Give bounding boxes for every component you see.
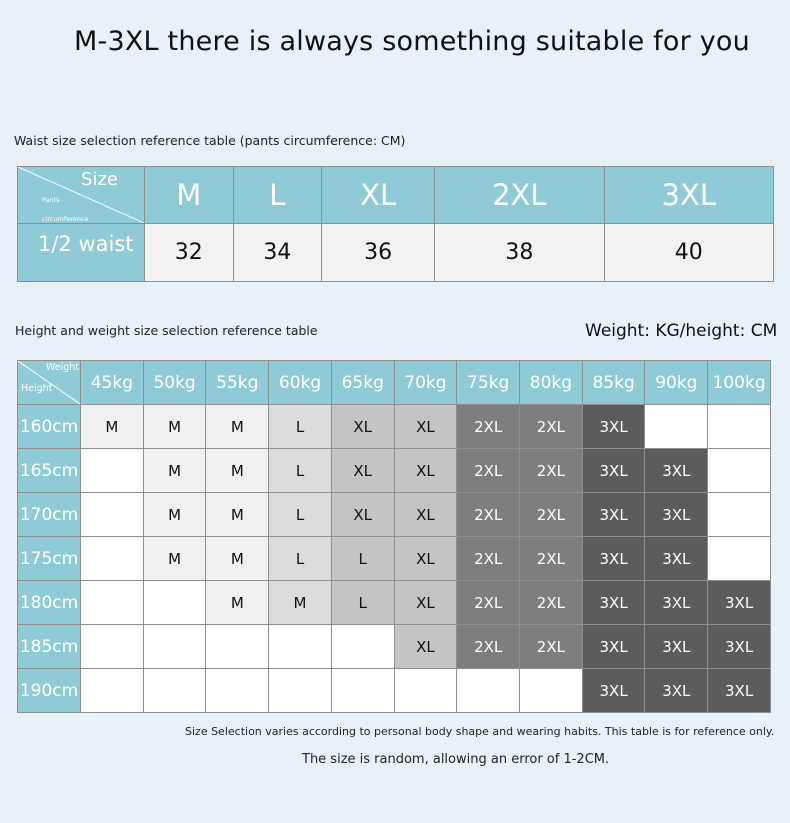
- empty-size-cell: [81, 625, 144, 669]
- empty-size-cell: [269, 669, 332, 713]
- error-note: The size is random, allowing an error of 1-2CM.: [302, 752, 610, 767]
- corner-weight-label: Weight: [45, 362, 79, 373]
- size-cell: 2XL: [457, 405, 520, 449]
- waist-table-corner: [18, 167, 145, 224]
- disclaimer-note: Size Selection varies according to personal body shape and wearing habits. This table is for reference only.: [185, 725, 775, 738]
- size-cell: 3XL: [582, 581, 645, 625]
- empty-size-cell: [708, 405, 771, 449]
- unit-note: Weight: KG/height: CM: [585, 321, 778, 341]
- size-cell: XL: [394, 493, 457, 537]
- waist-value: 36: [322, 224, 435, 282]
- height-row: [18, 493, 771, 537]
- size-cell: XL: [394, 449, 457, 493]
- corner-circumference-label: circumference: [42, 215, 89, 223]
- size-cell: L: [331, 581, 394, 625]
- size-cell: 2XL: [520, 625, 583, 669]
- size-header: 3XL: [604, 167, 773, 224]
- waist-value: 38: [435, 224, 604, 282]
- size-cell: 3XL: [582, 669, 645, 713]
- weight-header: 50kg: [143, 361, 206, 405]
- size-cell: 2XL: [457, 537, 520, 581]
- height-label: 175cm: [18, 537, 81, 581]
- size-cell: 2XL: [457, 449, 520, 493]
- empty-size-cell: [708, 493, 771, 537]
- height-label: 170cm: [18, 493, 81, 537]
- weight-header: 70kg: [394, 361, 457, 405]
- size-cell: XL: [394, 405, 457, 449]
- size-cell: 2XL: [520, 537, 583, 581]
- height-label: 190cm: [18, 669, 81, 713]
- size-cell: M: [206, 581, 269, 625]
- size-cell: XL: [331, 493, 394, 537]
- empty-size-cell: [206, 625, 269, 669]
- size-cell: 2XL: [457, 581, 520, 625]
- waist-size-table: [17, 166, 774, 282]
- empty-size-cell: [81, 669, 144, 713]
- size-cell: XL: [394, 625, 457, 669]
- size-header: L: [233, 167, 322, 224]
- size-cell: 3XL: [582, 537, 645, 581]
- size-cell: 2XL: [457, 493, 520, 537]
- size-cell: L: [269, 449, 332, 493]
- height-weight-size-table: [17, 360, 771, 713]
- height-label: 185cm: [18, 625, 81, 669]
- size-cell: M: [143, 405, 206, 449]
- size-header: M: [145, 167, 234, 224]
- size-cell: 2XL: [520, 581, 583, 625]
- size-cell: 3XL: [708, 581, 771, 625]
- weight-header: 100kg: [708, 361, 771, 405]
- empty-size-cell: [81, 449, 144, 493]
- size-cell: 3XL: [645, 669, 708, 713]
- size-cell: 3XL: [645, 449, 708, 493]
- size-cell: M: [206, 537, 269, 581]
- page-title: M-3XL there is always something suitable for you: [74, 26, 750, 57]
- size-cell: M: [143, 493, 206, 537]
- size-cell: L: [331, 537, 394, 581]
- size-cell: 2XL: [520, 493, 583, 537]
- size-header: XL: [322, 167, 435, 224]
- size-cell: M: [206, 449, 269, 493]
- size-cell: L: [269, 537, 332, 581]
- size-cell: XL: [394, 581, 457, 625]
- waist-table-caption: Waist size selection reference table (pants circumference: CM): [14, 133, 406, 148]
- height-weight-table-caption: Height and weight size selection reference table: [15, 323, 318, 338]
- empty-size-cell: [143, 581, 206, 625]
- corner-size-label: Size: [81, 169, 118, 190]
- height-weight-corner: [18, 361, 81, 405]
- height-weight-body: [18, 405, 771, 713]
- size-cell: 3XL: [582, 449, 645, 493]
- weight-header-row: [18, 361, 771, 405]
- empty-size-cell: [143, 669, 206, 713]
- weight-header: 80kg: [520, 361, 583, 405]
- empty-size-cell: [645, 405, 708, 449]
- size-cell: M: [206, 493, 269, 537]
- size-cell: 3XL: [645, 537, 708, 581]
- size-cell: 2XL: [520, 449, 583, 493]
- weight-header: 45kg: [81, 361, 144, 405]
- size-cell: L: [269, 405, 332, 449]
- empty-size-cell: [457, 669, 520, 713]
- height-row: [18, 537, 771, 581]
- size-cell: 2XL: [457, 625, 520, 669]
- corner-height-label: Height: [21, 383, 53, 394]
- size-cell: 3XL: [708, 669, 771, 713]
- half-waist-label: 1/2 waist: [18, 224, 145, 282]
- empty-size-cell: [81, 581, 144, 625]
- waist-value: 34: [233, 224, 322, 282]
- weight-header: 65kg: [331, 361, 394, 405]
- empty-size-cell: [708, 537, 771, 581]
- size-cell: XL: [331, 449, 394, 493]
- size-cell: 3XL: [708, 625, 771, 669]
- weight-header: 75kg: [457, 361, 520, 405]
- height-label: 160cm: [18, 405, 81, 449]
- empty-size-cell: [331, 625, 394, 669]
- size-cell: 3XL: [645, 581, 708, 625]
- weight-header: 85kg: [582, 361, 645, 405]
- empty-size-cell: [81, 493, 144, 537]
- size-cell: 3XL: [582, 625, 645, 669]
- size-header: 2XL: [435, 167, 604, 224]
- weight-header: 55kg: [206, 361, 269, 405]
- height-label: 180cm: [18, 581, 81, 625]
- corner-pants-label: Pants: [42, 196, 60, 204]
- waist-header-row: [18, 167, 774, 224]
- height-row: [18, 669, 771, 713]
- waist-value-row: [18, 224, 774, 282]
- size-cell: L: [269, 493, 332, 537]
- height-row: [18, 625, 771, 669]
- size-cell: XL: [394, 537, 457, 581]
- waist-value: 40: [604, 224, 773, 282]
- empty-size-cell: [81, 537, 144, 581]
- size-cell: 3XL: [645, 625, 708, 669]
- size-cell: M: [143, 449, 206, 493]
- size-cell: 3XL: [582, 493, 645, 537]
- empty-size-cell: [206, 669, 269, 713]
- height-row: [18, 405, 771, 449]
- size-cell: 2XL: [520, 405, 583, 449]
- size-cell: 3XL: [582, 405, 645, 449]
- height-label: 165cm: [18, 449, 81, 493]
- empty-size-cell: [520, 669, 583, 713]
- size-cell: 3XL: [645, 493, 708, 537]
- size-cell: M: [269, 581, 332, 625]
- empty-size-cell: [143, 625, 206, 669]
- height-row: [18, 581, 771, 625]
- size-cell: XL: [331, 405, 394, 449]
- empty-size-cell: [394, 669, 457, 713]
- empty-size-cell: [269, 625, 332, 669]
- weight-header: 90kg: [645, 361, 708, 405]
- empty-size-cell: [331, 669, 394, 713]
- waist-value: 32: [145, 224, 234, 282]
- size-cell: M: [143, 537, 206, 581]
- size-cell: M: [81, 405, 144, 449]
- empty-size-cell: [708, 449, 771, 493]
- size-cell: M: [206, 405, 269, 449]
- height-row: [18, 449, 771, 493]
- weight-header: 60kg: [269, 361, 332, 405]
